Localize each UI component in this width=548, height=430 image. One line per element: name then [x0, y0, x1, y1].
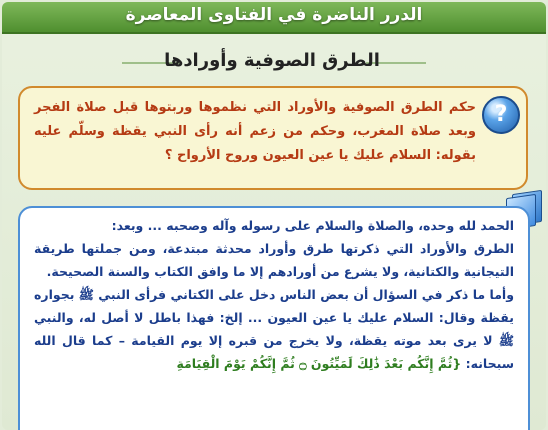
answer-paragraph-text: وأما ما ذكر في السؤال أن بعض الناس دخل على الكتاني فرأى النبي ﷺ بجواره يقظة وقال: السلام عليك يا عين العيون ... إلخ: فهذا باطل لا أصل له، والنبي ﷺ لا يرى بعد موته يقظة، ولا يخرج من قبره إلا يوم القيامة – كما قال الله سبحانه: [34, 287, 514, 371]
question-box [18, 86, 528, 190]
section-title-wrap [112, 50, 432, 82]
quran-verse: {ثُمَّ إِنَّكُم بَعْدَ ذَٰلِكَ لَمَيِّتُونَ ۝ ثُمَّ إِنَّكُمْ يَوْمَ الْقِيَامَةِ [176, 356, 462, 371]
section-title: الطرق الصوفية وأورادها [164, 50, 380, 71]
answer-paragraph: الطرق والأوراد التي ذكرتها طرق وأوراد محدثة مبتدعة، ومن جملتها طريقة التيجانية والكتانية، ولا يشرع من أورادهم إلا ما وافق الكتاب والسنة الصحيحة. [34, 241, 514, 279]
answer-opening: الحمد لله وحده، والصلاة والسلام على رسوله وآله وصحبه ... وبعد: [111, 218, 514, 233]
header-bar [2, 2, 546, 34]
app-title: الدرر الناضرة في الفتاوى المعاصرة [125, 5, 423, 25]
answer-box [18, 206, 530, 430]
answer-paragraph [34, 283, 514, 375]
page-frame [2, 2, 546, 430]
answer-text [34, 214, 514, 375]
question-text: حكم الطرق الصوفية والأوراد التي نظموها وربتوها قبل صلاة الفجر وبعد صلاة المغرب، وحكم من زعم أنه رأى النبي يقظة وسلّم عليه بقوله: السلام عليك يا عين العيون وروح الأرواح ؟ [34, 100, 476, 163]
question-mark-icon: ? [482, 96, 520, 134]
